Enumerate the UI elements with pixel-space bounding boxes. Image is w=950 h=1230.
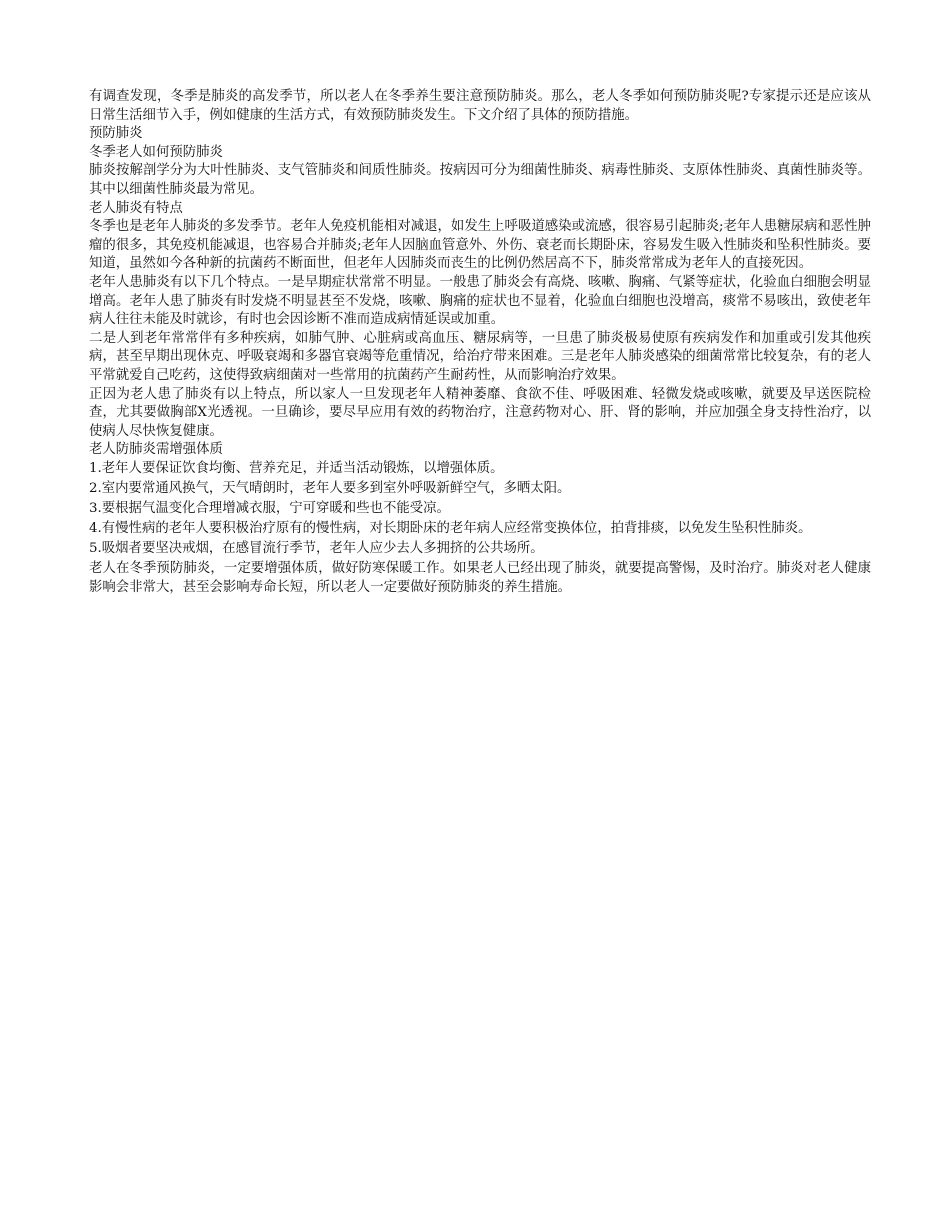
document-body	[89, 88, 871, 598]
winter-paragraph: 冬季也是老年人肺炎的多发季节。老年人免疫机能相对减退，如发生上呼吸道感染或流感，很容易引起肺炎;老年人患糖尿病和恶性肿瘤的很多，其免疫机能减退，也容易合并肺炎;老年人因脑血管意外、外伤、衰老而长期卧床，容易发生吸入性肺炎和坠积性肺炎。要知道，虽然如今各种新的抗菌药不断面世，但老年人因肺炎而丧生的比例仍然居高不下，肺炎常常成为老年人的直接死因。	[89, 219, 871, 272]
heading-strengthen-constitution: 老人防肺炎需增强体质	[89, 442, 223, 458]
conclusion-paragraph: 老人在冬季预防肺炎，一定要增强体质，做好防寒保暖工作。如果老人已经出现了肺炎，就要提高警惕，及时治疗。肺炎对老人健康影响会非常大，甚至会影响寿命长短，所以老人一定要做好预防肺炎的养生措施。	[89, 561, 871, 595]
list-item: 4.有慢性病的老年人要积极治疗原有的慢性病，对长期卧床的老年病人应经常变换体位，拍背排痰，以免发生坠积性肺炎。	[89, 521, 812, 537]
list-item: 5.吸烟者要坚决戒烟，在感冒流行季节，老年人应少去人多拥挤的公共场所。	[89, 541, 544, 557]
features-paragraph-2: 二是人到老年常常伴有多种疾病，如肺气肿、心脏病或高血压、糖尿病等，一旦患了肺炎极易使原有疾病发作和加重或引发其他疾病，甚至早期出现休克、呼吸衰竭和多器官衰竭等危重情况，给治疗带来困难。三是老年人肺炎感染的细菌常常比较复杂，有的老人平常就爱自己吃药，这使得致病细菌对一些常用的抗菌药产生耐药性，从而影响治疗效果。	[89, 330, 871, 383]
classification-paragraph: 肺炎按解剖学分为大叶性肺炎、支气管肺炎和间质性肺炎。按病因可分为细菌性肺炎、病毒性肺炎、支原体性肺炎、真菌性肺炎等。其中以细菌性肺炎最为常见。	[89, 163, 871, 197]
heading-how-to-prevent: 冬季老人如何预防肺炎	[89, 144, 223, 160]
intro-paragraph: 有调查发现，冬季是肺炎的高发季节，所以老人在冬季养生要注意预防肺炎。那么，老人冬季如何预防肺炎呢?专家提示还是应该从日常生活细节入手，例如健康的生活方式，有效预防肺炎发生。下文介绍了具体的预防措施。	[89, 89, 871, 123]
features-paragraph-3: 正因为老人患了肺炎有以上特点，所以家人一旦发现老年人精神萎靡、食欲不佳、呼吸困难、轻微发烧或咳嗽，就要及早送医院检查，尤其要做胸部X光透视。一旦确诊，要尽早应用有效的药物治疗，注意药物对心、肝、肾的影响，并应加强全身支持性治疗，以使病人尽快恢复健康。	[89, 386, 871, 439]
features-paragraph-1: 老年人患肺炎有以下几个特点。一是早期症状常常不明显。一般患了肺炎会有高烧、咳嗽、胸痛、气紧等症状，化验血白细胞会明显增高。老年人患了肺炎有时发烧不明显甚至不发烧，咳嗽、胸痛的症状也不显着，化验血白细胞也没增高，痰常不易咳出，致使老年病人往往未能及时就诊，有时也会因诊断不准而造成病情延误或加重。	[89, 274, 871, 328]
heading-prevent-pneumonia: 预防肺炎	[89, 126, 143, 142]
list-item: 2.室内要常通风换气，天气晴朗时，老年人要多到室外呼吸新鲜空气，多晒太阳。	[89, 480, 571, 496]
list-item: 3.要根据气温变化合理增减衣服，宁可穿暖和些也不能受凉。	[89, 501, 450, 517]
list-item: 1.老年人要保证饮食均衡、营养充足，并适当活动锻炼，以增强体质。	[89, 460, 504, 476]
heading-features: 老人肺炎有特点	[89, 200, 183, 216]
